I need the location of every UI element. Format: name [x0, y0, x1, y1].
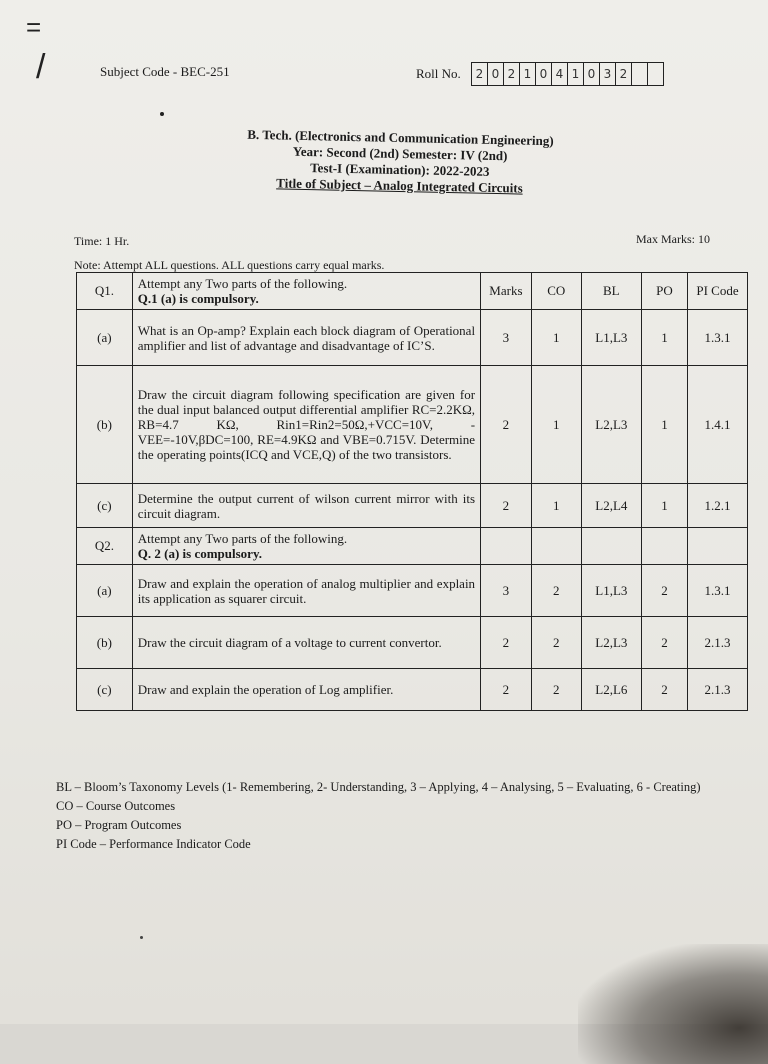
instructions-note: Note: Attempt ALL questions. ALL questions carry equal marks. — [74, 258, 385, 272]
col-header-pi: PI Code — [688, 273, 748, 310]
table-row — [77, 617, 748, 669]
compulsory-text: Q.1 (a) is compulsory. — [137, 291, 259, 306]
question-text: Draw and explain the operation of analog multiplier and explain its application as squarer circuit. — [132, 565, 480, 617]
roll-digit-box: 2 — [615, 62, 632, 86]
col-header-bl: BL — [581, 273, 641, 310]
year-semester: Year: Second (2nd) Semester: IV (2nd) — [292, 143, 508, 164]
instruction-text: Attempt any Two parts of the following. — [137, 531, 348, 546]
table-row — [77, 484, 748, 528]
roll-digit-box: 4 — [551, 62, 568, 86]
legend-po: PO – Program Outcomes — [56, 818, 182, 832]
questions-table — [76, 272, 748, 711]
handwritten-slash: / — [36, 48, 46, 86]
roll-digit-box: 2 — [471, 62, 488, 86]
bl-cell: L2,L3 — [581, 366, 641, 484]
col-header-marks: Marks — [481, 273, 532, 310]
part-label: (c) — [77, 484, 133, 528]
question-text: Draw and explain the operation of Log amplifier. — [132, 669, 480, 711]
pi-cell: 1.3.1 — [688, 565, 748, 617]
part-label: (b) — [77, 617, 133, 669]
pi-cell: 1.3.1 — [688, 310, 748, 366]
bl-cell: L2,L3 — [581, 617, 641, 669]
roll-digit-box: 1 — [567, 62, 584, 86]
question-number: Q1. — [77, 273, 133, 310]
table-row — [77, 310, 748, 366]
pi-cell: 2.1.3 — [688, 617, 748, 669]
po-cell: 1 — [641, 310, 687, 366]
co-cell: 2 — [531, 617, 581, 669]
empty-cell — [688, 528, 748, 565]
co-cell: 2 — [531, 565, 581, 617]
pi-cell: 2.1.3 — [688, 669, 748, 711]
empty-cell — [481, 528, 532, 565]
pi-cell: 1.4.1 — [688, 366, 748, 484]
legend-pi: PI Code – Performance Indicator Code — [56, 837, 251, 851]
legend-bl: BL – Bloom’s Taxonomy Levels (1- Remembering, 2- Understanding, 3 – Applying, 4 – Analysing, 5 – Evaluating, 6 - Creating) — [56, 780, 701, 794]
legend-co: CO – Course Outcomes — [56, 799, 176, 813]
empty-cell — [581, 528, 641, 565]
po-cell: 1 — [641, 484, 687, 528]
handwritten-mark: = — [26, 12, 42, 42]
co-cell: 1 — [531, 366, 581, 484]
table-row — [77, 565, 748, 617]
marks-cell: 2 — [481, 366, 532, 484]
bl-cell: L1,L3 — [581, 565, 641, 617]
po-cell: 2 — [641, 565, 687, 617]
roll-number-boxes — [472, 62, 664, 86]
part-label: (a) — [77, 565, 133, 617]
bl-cell: L2,L4 — [581, 484, 641, 528]
part-label: (b) — [77, 366, 133, 484]
roll-digit-box: 0 — [487, 62, 504, 86]
roll-digit-box — [647, 62, 664, 86]
po-cell: 2 — [641, 617, 687, 669]
roll-digit-box: 0 — [583, 62, 600, 86]
empty-cell — [531, 528, 581, 565]
empty-cell — [641, 528, 687, 565]
co-cell: 2 — [531, 669, 581, 711]
question-text: Draw the circuit diagram of a voltage to current convertor. — [132, 617, 480, 669]
marks-cell: 3 — [481, 310, 532, 366]
part-label: (c) — [77, 669, 133, 711]
table-row — [77, 528, 748, 565]
ink-dot — [140, 936, 143, 939]
part-label: (a) — [77, 310, 133, 366]
test-title: Test-I (Examination): 2022-2023 — [310, 160, 490, 179]
table-row — [77, 669, 748, 711]
question-instruction — [132, 528, 480, 565]
roll-digit-box — [631, 62, 648, 86]
legend — [56, 778, 736, 854]
max-marks: Max Marks: 10 — [636, 232, 710, 246]
roll-number-label: Roll No. — [416, 66, 461, 81]
programme-title: B. Tech. (Electronics and Communication Engineering) — [247, 126, 554, 149]
table-header-row — [77, 273, 748, 310]
marks-cell: 2 — [481, 484, 532, 528]
table-row — [77, 366, 748, 484]
subject-code: Subject Code - BEC-251 — [100, 64, 230, 79]
po-cell: 2 — [641, 669, 687, 711]
co-cell: 1 — [531, 310, 581, 366]
co-cell: 1 — [531, 484, 581, 528]
marks-cell: 3 — [481, 565, 532, 617]
compulsory-text: Q. 2 (a) is compulsory. — [137, 546, 262, 561]
question-instruction — [132, 273, 480, 310]
question-number: Q2. — [77, 528, 133, 565]
col-header-po: PO — [641, 273, 687, 310]
roll-digit-box: 0 — [535, 62, 552, 86]
instruction-text: Attempt any Two parts of the following. — [137, 276, 348, 291]
subject-title: Title of Subject – Analog Integrated Circuits — [276, 175, 523, 196]
bl-cell: L1,L3 — [581, 310, 641, 366]
marks-cell: 2 — [481, 669, 532, 711]
col-header-co: CO — [531, 273, 581, 310]
ink-dot — [160, 112, 164, 116]
exam-heading — [219, 126, 580, 198]
question-text: What is an Op-amp? Explain each block diagram of Operational amplifier and list of advantage and disadvantage of IC’S. — [132, 310, 480, 366]
roll-digit-box: 2 — [503, 62, 520, 86]
time-allowed: Time: 1 Hr. — [74, 234, 130, 248]
bl-cell: L2,L6 — [581, 669, 641, 711]
question-text: Draw the circuit diagram following specification are given for the dual input balanced output differential amplifier RC=2.2KΩ, RB=4.7 KΩ, Rin1=Rin2=50Ω,+VCC=10V, -VEE=-10V,βDC=100, RE=4.9KΩ and VBE=0.715V. Determine the operating points(ICQ and VCE,Q) of the two transistors. — [132, 366, 480, 484]
roll-digit-box: 3 — [599, 62, 616, 86]
corner-shadow — [578, 944, 768, 1064]
question-text: Determine the output current of wilson current mirror with its circuit diagram. — [132, 484, 480, 528]
roll-digit-box: 1 — [519, 62, 536, 86]
pi-cell: 1.2.1 — [688, 484, 748, 528]
marks-cell: 2 — [481, 617, 532, 669]
po-cell: 1 — [641, 366, 687, 484]
